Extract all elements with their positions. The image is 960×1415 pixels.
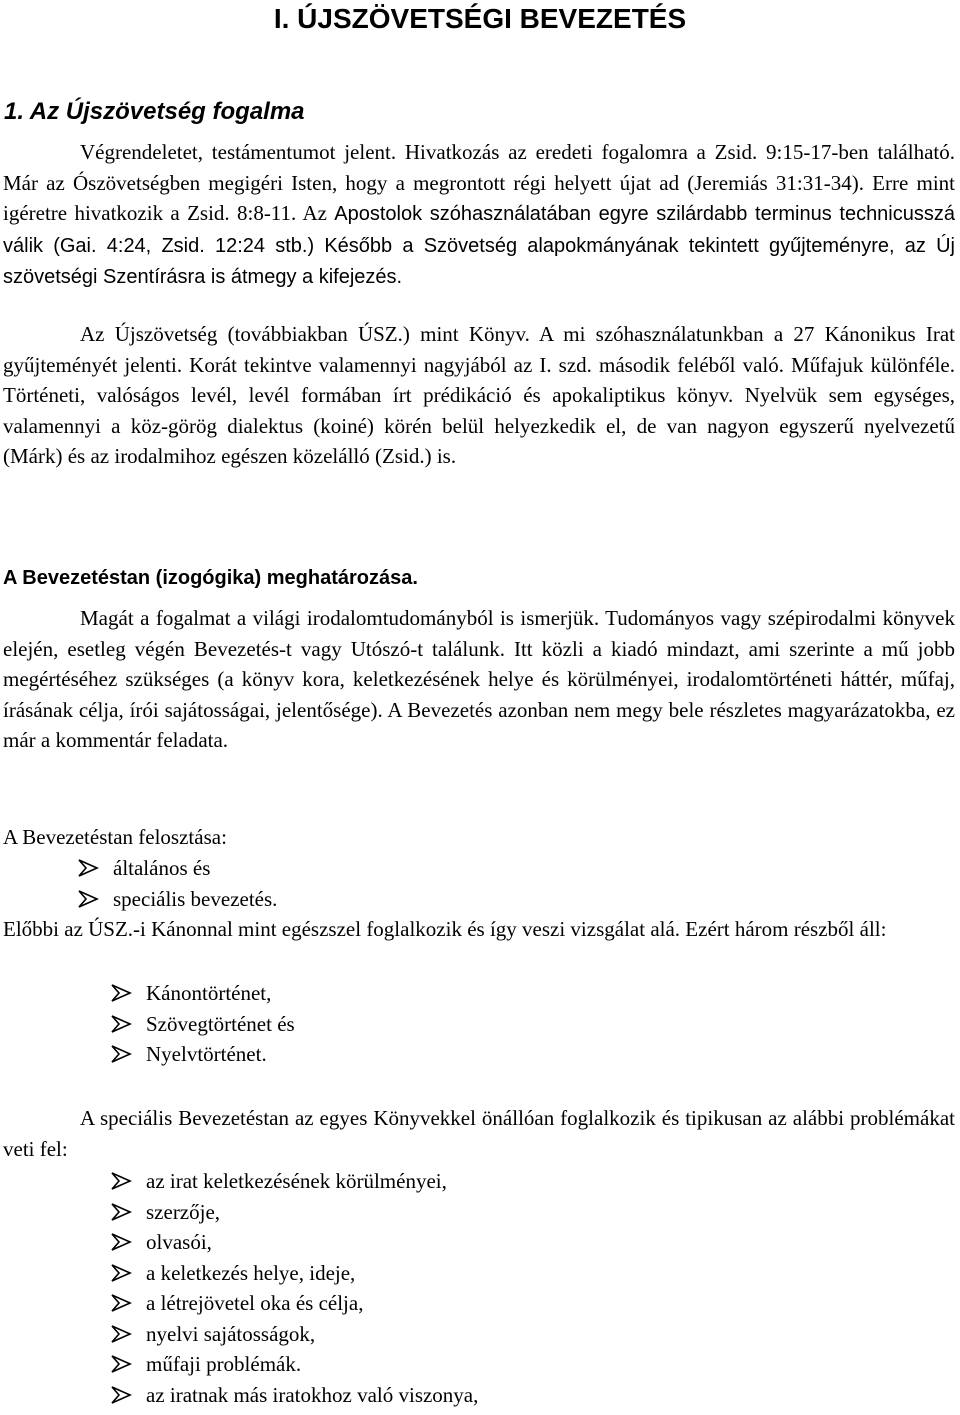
arrow-bullet-icon: [110, 1319, 132, 1349]
section-1-paragraph-2: [3, 319, 955, 472]
division-list: [77, 853, 277, 914]
section-1-paragraph-1-sans: Apostolok szóhasználatában egyre szilárdabb terminus technicusszá válik (Gai. 4:24, Zsid. 12:24 stb.) Később a Szövetség alapokmányának tekintett gyűjteményre, az Új szövetségi Szentírásra is átmegy a kifejezés.: [3, 203, 955, 288]
arrow-bullet-icon: [110, 1349, 132, 1379]
list-item: Kánontörténet,: [110, 978, 295, 1009]
list-item: Nyelvtörténet.: [110, 1039, 295, 1070]
general-introduction-list: [110, 978, 295, 1070]
list-item: Szövegtörténet és: [110, 1009, 295, 1040]
arrow-bullet-icon: [110, 1380, 132, 1410]
section-1-paragraph-2-text: Az Újszövetség (továbbiakban ÚSZ.) mint Könyv. A mi szóhasználatunkban a 27 Kánonikus Irat gyűjteményét jelenti. Korát tekintve valamennyi nagyjából az I. szd. második feléből való. Műfajuk különféle. Történeti, valóságos levél, levél formában írt prédikáció és apokaliptikus könyv. Nyelvük sem egységes, valamennyi a köz-görög dialektus (koiné) körén belül helyezkedik el, de van nagyon egyszerű nyelvezetű (Márk) és az irodalmihoz egészen közelálló (Zsid.) is.: [3, 322, 955, 468]
section-1-paragraph-1: [3, 137, 955, 293]
list-item: általános és: [77, 853, 277, 884]
list-item: szerzője,: [110, 1197, 478, 1228]
special-introduction-text: [3, 1103, 955, 1164]
list-item: olvasói,: [110, 1227, 478, 1258]
list-item: nyelvi sajátosságok,: [110, 1319, 478, 1350]
list-item: műfaji problémák.: [110, 1349, 478, 1380]
section-2-title: A Bevezetéstan (izogógika) meghatározása.: [3, 567, 418, 589]
special-introduction-text-content: A speciális Bevezetéstan az egyes Könyvekkel önállóan foglalkozik és tipikusan az alábbi problémákat veti fel:: [3, 1106, 955, 1161]
arrow-bullet-icon: [110, 1258, 132, 1288]
list-item: speciális bevezetés.: [77, 884, 277, 915]
list-item: a létrejövetel oka és célja,: [110, 1288, 478, 1319]
arrow-bullet-icon: [110, 1227, 132, 1257]
list-item: az irat keletkezésének körülményei,: [110, 1166, 478, 1197]
general-introduction-text: Előbbi az ÚSZ.-i Kánonnal mint egészszel foglalkozik és így veszi vizsgálat alá. Ezért három részből áll:: [3, 917, 887, 941]
arrow-bullet-icon: [110, 978, 132, 1008]
section-1-title: 1. Az Újszövetség fogalma: [4, 98, 305, 125]
arrow-bullet-icon: [110, 1039, 132, 1069]
division-label: A Bevezetéstan felosztása:: [3, 825, 227, 849]
arrow-bullet-icon: [110, 1288, 132, 1318]
arrow-bullet-icon: [110, 1009, 132, 1039]
section-2-paragraph-1-text: Magát a fogalmat a világi irodalomtudományból is ismerjük. Tudományos vagy szépirodalmi könyvek elején, esetleg végén Bevezetés-t vagy Utószó-t találunk. Itt közli a kiadó mindazt, ami szerinte a mű jobb megértéséhez szükséges (a könyv kora, keletkezésének helye és körülményei, irodalomtörténeti háttér, műfaj, írásának célja, írói sajátosságai, jelentősége). A Bevezetés azonban nem megy bele részletes magyarázatokba, ez már a kommentár feladata.: [3, 606, 955, 752]
list-item: az iratnak más iratokhoz való viszonya,: [110, 1380, 478, 1411]
arrow-bullet-icon: [110, 1166, 132, 1196]
section-2-paragraph-1: [3, 603, 955, 756]
special-introduction-list: [110, 1166, 478, 1410]
document-title: I. ÚJSZÖVETSÉGI BEVEZETÉS: [273, 3, 687, 34]
list-item: a keletkezés helye, ideje,: [110, 1258, 478, 1289]
arrow-bullet-icon: [77, 853, 99, 883]
section-1-paragraph-1-serif: Végrendeletet, testámentumot jelent. Hivatkozás az eredeti fogalomra a Zsid. 9:15-17-ben található. Már az Ószövetségben megigéri Isten, hogy a megrontott régi helyett újat ad (Jeremiás 31:31-34). Erre mint igéretre hivatkozik a Zsid. 8:8-11. Az: [3, 140, 955, 225]
arrow-bullet-icon: [77, 884, 99, 914]
arrow-bullet-icon: [110, 1197, 132, 1227]
